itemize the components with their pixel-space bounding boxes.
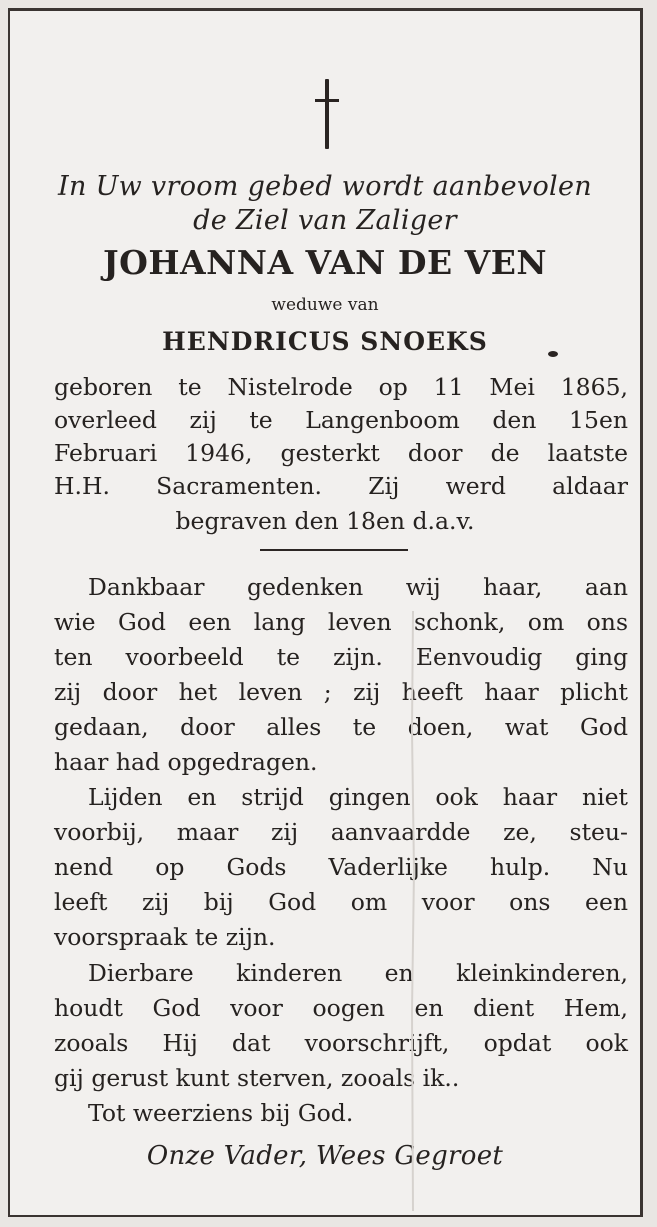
paragraph1-line-2: wie God een lang leven schonk, om ons bbox=[54, 608, 628, 636]
paragraph1-line-5: gedaan, door alles te doen, wat God bbox=[54, 713, 628, 741]
paragraph2-line-3: nend op Gods Vaderlijke hulp. Nu bbox=[54, 853, 628, 881]
cross-icon bbox=[315, 79, 339, 151]
paragraph2-line-2: voorbij, maar zij aanvaardde ze, steu- bbox=[54, 818, 628, 846]
widow-of-label: weduwe van bbox=[271, 295, 379, 315]
bio-line-4: H.H. Sacramenten. Zij werd aldaar bbox=[54, 472, 628, 500]
paragraph3-line-3: zooals Hij dat voorschrijft, opdat ook bbox=[54, 1029, 628, 1057]
prayers-line: Onze Vader, Wees Gegroet bbox=[146, 1141, 504, 1171]
paragraph3-line-2: houdt God voor oogen en dient Hem, bbox=[54, 994, 628, 1022]
paragraph1-line-4: zij door het leven ; zij heeft haar plicht bbox=[54, 678, 628, 706]
paragraph3-line-1: Dierbare kinderen en kleinkinderen, bbox=[88, 959, 628, 987]
bio-line-1: geboren te Nistelrode op 11 Mei 1865, bbox=[54, 373, 628, 401]
paragraph3-line-4: gij gerust kunt sterven, zooals ik.. bbox=[54, 1064, 460, 1092]
paragraph1-line-6: haar had opgedragen. bbox=[54, 748, 318, 776]
paragraph2-line-1: Lijden en strijd gingen ook haar niet bbox=[88, 783, 628, 811]
paragraph2-line-4: leeft zij bij God om voor ons een bbox=[54, 888, 628, 916]
husband-name: HENDRICUS SNOEKS bbox=[162, 327, 488, 356]
paragraph1-line-3: ten voorbeeld te zijn. Eenvoudig ging bbox=[54, 643, 628, 671]
intro-line-1: In Uw vroom gebed wordt aanbevolen bbox=[58, 171, 592, 202]
paragraph1-line-1: Dankbaar gedenken wij haar, aan bbox=[88, 573, 628, 601]
bio-line-2: overleed zij te Langenboom den 15en bbox=[54, 406, 628, 434]
deceased-name: JOHANNA VAN DE VEN bbox=[102, 243, 548, 282]
memorial-card bbox=[8, 8, 643, 1217]
ink-spot bbox=[548, 351, 558, 357]
bio-line-3: Februari 1946, gesterkt door de laatste bbox=[54, 439, 628, 467]
intro-line-2: de Ziel van Zaliger bbox=[193, 205, 457, 236]
bio-line-5: begraven den 18en d.a.v. bbox=[175, 507, 475, 535]
paper-crease bbox=[410, 611, 416, 1211]
farewell-line: Tot weerziens bij God. bbox=[88, 1099, 354, 1127]
paragraph2-line-5: voorspraak te zijn. bbox=[54, 923, 276, 951]
divider bbox=[260, 549, 408, 551]
